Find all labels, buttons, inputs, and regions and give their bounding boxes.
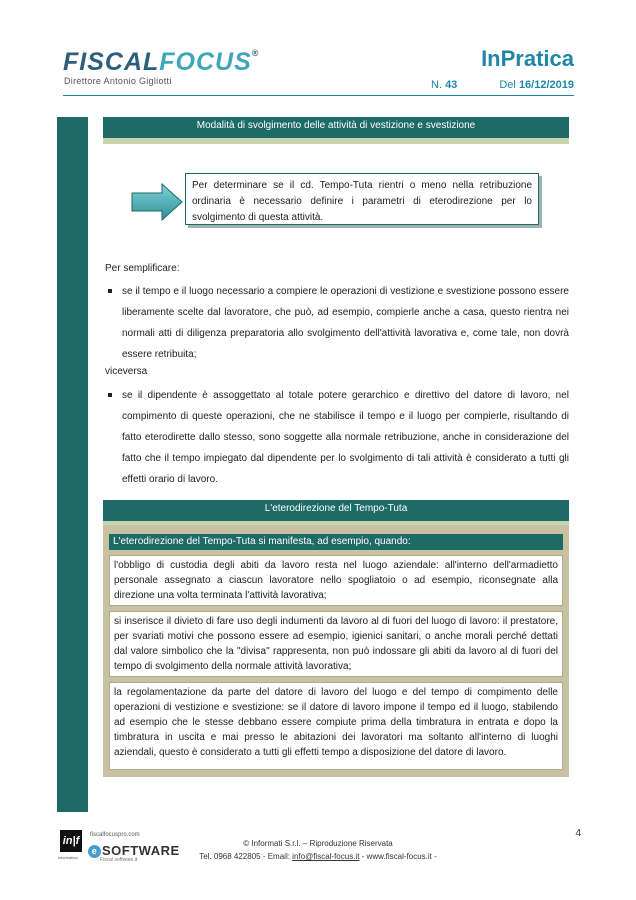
contact-prefix: Tel. 0968 422805 - Email: (199, 852, 293, 861)
footer-site-text: fiscalfocuspro.com (90, 832, 140, 838)
informatica-logo: in|f (60, 830, 82, 852)
date-value: 16/12/2019 (518, 79, 574, 91)
eterodirezione-table (103, 525, 569, 777)
contact-email-link[interactable]: info@fiscal-focus.it (292, 852, 360, 861)
issue-number (431, 79, 457, 91)
section-banner-eterodirezione (103, 500, 569, 527)
table-row: la regolamentazione da parte del datore di lavoro del luogo e del tempo di compimento delle operazioni di vestizione e svestizione: se il datore di lavoro impone il tempo ed il luogo, stabilendo ad esempio che le stesse debbano essere compiute prima della timbratura in entrata e dopo la timbratura in uscita e mai presso le abitazioni dei lavoratori ma soltanto all'interno di luoghi aziendali, questo è considerato a tutti gli effetti tempo a disposizione del datore di lavoro. (109, 682, 563, 770)
informatica-logo-caption: informatica (58, 855, 78, 860)
logo-text-fiscal: FISCAL (63, 48, 160, 76)
list-item: se il tempo e il luogo necessario a compiere le operazioni di vestizione e svestizione possono essere liberamente scelte dal lavoratore, che può, ad esempio, compierle anche a casa, questo rientra nei normali atti di diligenza preparatoria allo svolgimento dell'attività lavorativa e, come tale, non dovrà essere retribuita; (105, 281, 569, 365)
section-title-modalita: Modalità di svolgimento delle attività di vestizione e svestizione (196, 120, 476, 131)
connector-text: viceversa (105, 366, 148, 377)
left-sidebar-bar (57, 117, 88, 812)
intro-text: Per semplificare: (105, 263, 180, 274)
footer-contact (0, 852, 636, 861)
issue-label: N. (431, 79, 442, 91)
issue-value: 43 (445, 79, 458, 91)
issue-date (499, 79, 574, 91)
logo-text-focus: FOCUS (159, 48, 252, 76)
fiscalfocus-logo (63, 48, 259, 77)
section-title-eterodirezione: L'eterodirezione del Tempo-Tuta (264, 503, 408, 514)
footer-copyright: © Informati S.r.l. – Riproduzione Riservata (243, 839, 393, 848)
callout-box: Per determinare se il cd. Tempo-Tuta rientri o meno nella retribuzione ordinaria è necessario definire i parametri di eterodirezione per lo svolgimento di questa attività. (185, 173, 539, 225)
publication-brand: InPratica (481, 46, 574, 71)
page-number: 4 (575, 828, 581, 839)
contact-website: - www.fiscal-focus.it - (359, 852, 437, 861)
logo-registered-mark: ® (251, 48, 260, 58)
esoftware-e-icon: e (88, 845, 101, 858)
table-row: si inserisce il divieto di fare uso degli indumenti da lavoro al di fuori del luogo di lavoro: il prestatore, per svariati motivi che possono essere ad esempio, igienici sanitari, o anche morali perché dettati dal valore simbolico che la "divisa" rappresenta, non può indossare gli abiti da lavoro al di fuori del tempo di svolgimento della normale attività lavorativa; (109, 611, 563, 677)
arrow-right-icon (130, 182, 184, 222)
table-row: l'obbligo di custodia degli abiti da lavoro resta nel luogo aziendale: all'interno dell'armadietto personale assegnato a ciascun lavoratore nello spogliatoio o ad esempio, riconsegnate alla direzione una volta terminata l'attività lavorativa; (109, 555, 563, 606)
banner-accent-strip (103, 138, 569, 144)
director-line: Direttore Antonio Gigliotti (64, 76, 172, 86)
date-label: Del (499, 79, 516, 91)
bullet-list-2 (105, 385, 569, 490)
esoftware-logo-caption: Fiscal software.it (100, 857, 138, 863)
section-banner-modalita (103, 117, 569, 144)
header-divider (63, 95, 574, 96)
table-header: L'eterodirezione del Tempo-Tuta si manifesta, ad esempio, quando: (109, 534, 563, 550)
esoftware-logo-text: SOFTWARE (102, 843, 180, 858)
bullet-list-1 (105, 281, 569, 365)
list-item: se il dipendente è assoggettato al totale potere gerarchico e direttivo del datore di lavoro, nel compimento di queste operazioni, che ne stabilisce il tempo e il luogo per compierle, risultando di fatto eterodirette dallo stesso, sono soggette alla normale retribuzione, anche in considerazione del fatto che il tempo impiegato dal dipendente per lo svolgimento di tali attività è considerato a tutti gli effetti orario di lavoro. (105, 385, 569, 490)
